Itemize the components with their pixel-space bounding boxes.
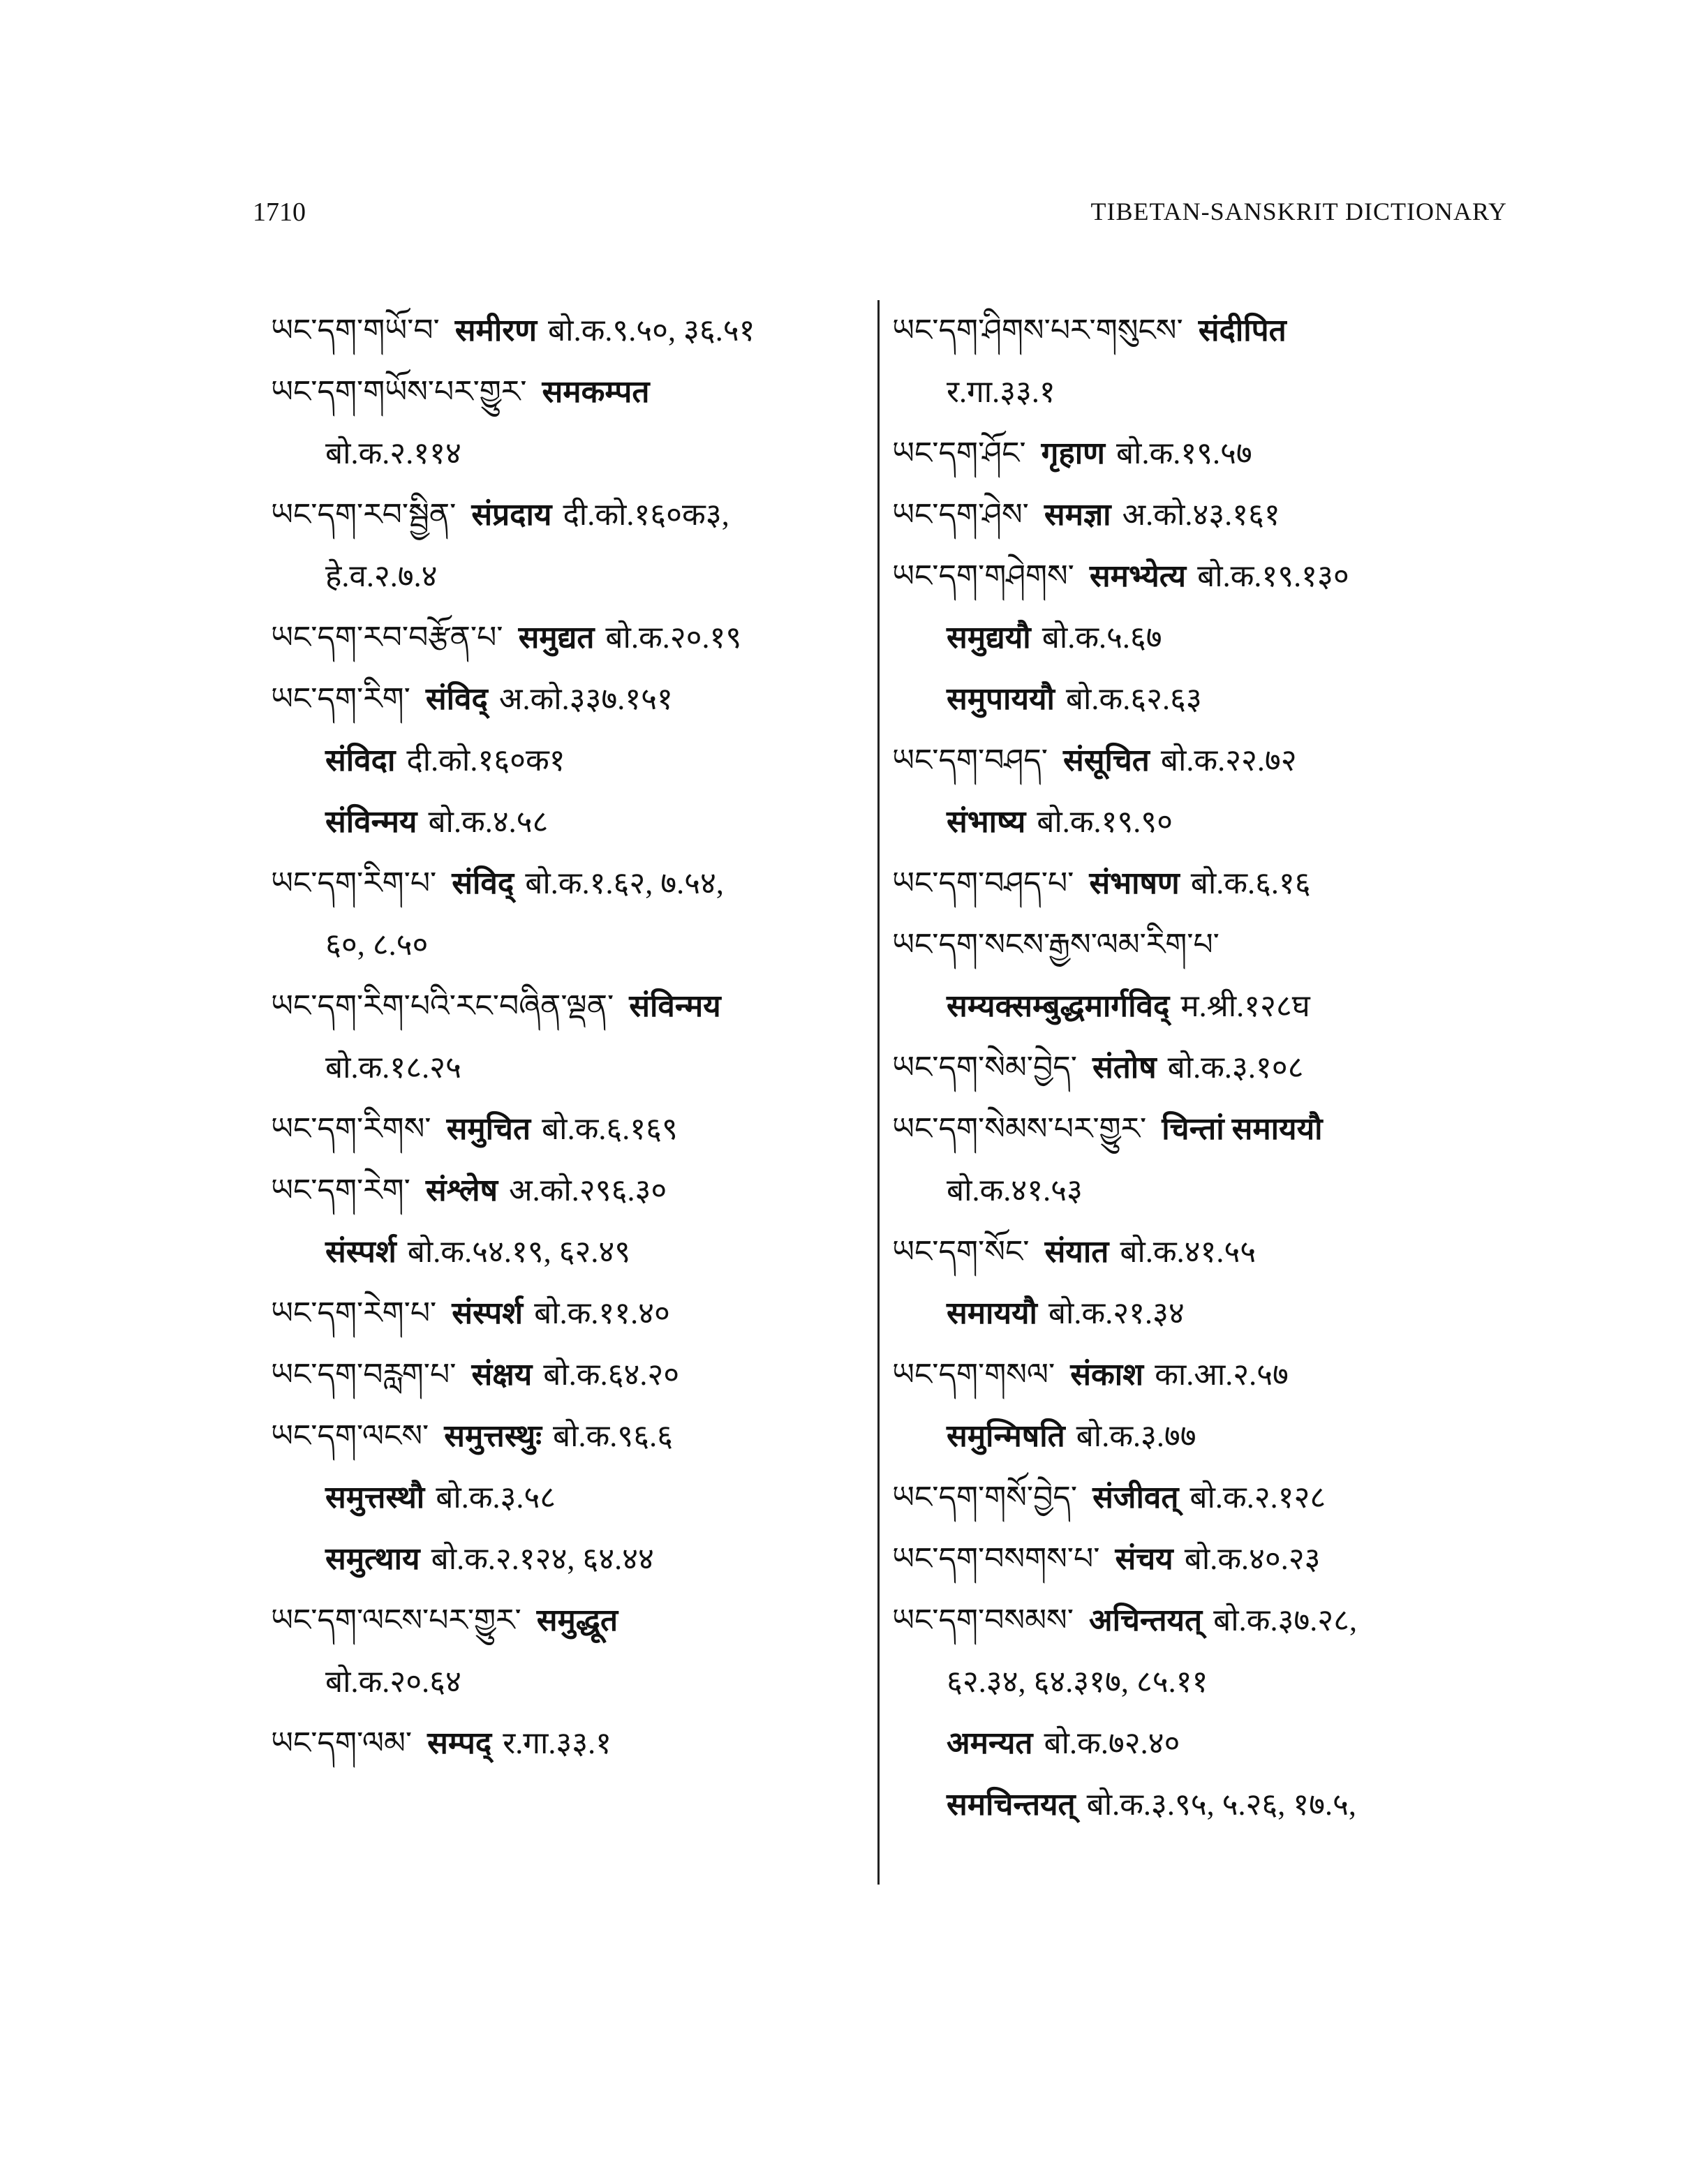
source-reference: बो.क.६.१६: [1190, 866, 1311, 900]
tibetan-term: ཡང་དག་བཤད་: [892, 743, 1048, 778]
source-reference: बो.क.४.५८: [428, 805, 549, 839]
entry-line: [271, 792, 871, 853]
entry-line: [892, 607, 1520, 669]
entry-line: [892, 1467, 1520, 1529]
source-reference: बो.क.६४.२०: [543, 1358, 680, 1392]
entry-line: [271, 1283, 871, 1344]
tibetan-term: ཡང་དག་རེག་པ་: [271, 1295, 437, 1331]
source-reference: बो.क.३.५८: [436, 1480, 556, 1515]
entry-line: [271, 914, 871, 976]
entry-line: [892, 1529, 1520, 1590]
entry-line: [271, 1713, 871, 1774]
entry-line: [892, 362, 1520, 423]
sanskrit-term: समुद्ययौ: [947, 621, 1031, 655]
source-reference: बो.क.३.७७: [1076, 1419, 1196, 1453]
source-reference: बो.क.२.११४: [325, 436, 461, 470]
sanskrit-term: समुत्थाय: [325, 1542, 420, 1576]
entry-line: [271, 423, 871, 484]
sanskrit-term: संदीपित: [1198, 313, 1287, 348]
entry-line: [892, 546, 1520, 607]
source-reference: बो.क.३.१०८: [1167, 1050, 1304, 1085]
sanskrit-term: समुत्तस्थौ: [325, 1480, 425, 1515]
sanskrit-term: संक्षय: [471, 1358, 533, 1392]
tibetan-term: ཡང་དག་ལངས་པར་གྱུར་: [271, 1603, 521, 1638]
entry-line: [892, 300, 1520, 362]
sanskrit-term: संकाश: [1070, 1358, 1144, 1392]
source-reference: बो.क.१.६२, ७.५४,: [525, 866, 724, 900]
tibetan-term: ཡང་དག་སངས་རྒྱས་ལམ་རིག་པ་: [892, 927, 1220, 963]
sanskrit-term: संविन्मय: [325, 805, 417, 839]
sanskrit-term: समुत्तस्थुः: [444, 1419, 542, 1453]
entry-line: [271, 1037, 871, 1099]
sanskrit-term: समुद्यत: [518, 621, 595, 655]
source-reference: बो.क.४०.२३: [1184, 1542, 1321, 1576]
entry-line: [271, 1651, 871, 1713]
source-reference: बो.क.२०.१९: [605, 621, 742, 655]
source-reference: बो.क.१९.९०: [1037, 805, 1173, 839]
sanskrit-term: संविन्मय: [629, 989, 721, 1023]
sanskrit-term: समुन्मिषति: [947, 1419, 1065, 1453]
entry-line: [892, 792, 1520, 853]
entry-line: [892, 853, 1520, 914]
entry-line: [271, 1467, 871, 1529]
column-divider: [877, 300, 880, 1885]
source-reference: बो.क.२२.७२: [1160, 743, 1297, 778]
sanskrit-term: समकम्पत: [542, 375, 650, 409]
tibetan-term: ཡང་དག་གཤེགས་: [892, 558, 1074, 594]
sanskrit-term: संश्लेष: [425, 1173, 498, 1208]
source-reference: र.गा.३३.१: [503, 1726, 612, 1760]
entry-line: [892, 1774, 1520, 1836]
source-reference: हे.व.२.७.४: [325, 559, 438, 593]
source-reference: बो.क.२.१२४, ६४.४४: [431, 1542, 654, 1576]
sanskrit-term: संस्पर्श: [325, 1235, 396, 1269]
tibetan-term: ཡང་དག་བཤད་པ་: [892, 866, 1074, 901]
tibetan-term: ཡང་དག་རབ་སྦྱིན་: [271, 497, 457, 533]
source-reference: दी.को.१६०क३,: [563, 498, 729, 532]
sanskrit-term: समज्ञा: [1044, 498, 1111, 532]
sanskrit-term: सम्यक्सम्बुद्धमार्गविद्: [947, 989, 1170, 1023]
sanskrit-term: अमन्यत: [947, 1726, 1033, 1760]
source-reference: अ.को.२९६.३०: [509, 1173, 667, 1208]
source-reference: र.गा.३३.१: [947, 375, 1055, 409]
tibetan-term: ཡང་དག་རབ་བརྩོན་པ་: [271, 620, 503, 655]
entry-line: [892, 1099, 1520, 1160]
source-reference: बो.क.४१.५३: [947, 1173, 1083, 1208]
sanskrit-term: चिन्तां समाययौ: [1162, 1112, 1323, 1146]
tibetan-term: ཡང་དག་གཡོས་པར་གྱུར་: [271, 374, 527, 410]
source-reference: बो.क.२.१२८: [1189, 1480, 1326, 1515]
entry-line: [271, 362, 871, 423]
entry-line: [892, 1221, 1520, 1283]
entry-line: [892, 1406, 1520, 1467]
sanskrit-term: समाययौ: [947, 1296, 1037, 1330]
source-reference: बो.क.७२.४०: [1044, 1726, 1180, 1760]
entry-line: [892, 1651, 1520, 1713]
source-reference: बो.क.१८.२५: [325, 1050, 461, 1085]
source-reference: बो.क.५४.१९, ६२.४९: [407, 1235, 631, 1269]
source-reference: अ.को.३३७.१५१: [498, 682, 673, 716]
entry-line: [271, 1590, 871, 1651]
tibetan-term: ཡང་དག་ཤོང་: [892, 436, 1026, 471]
entry-line: [892, 669, 1520, 730]
source-reference: बो.क.४१.५५: [1120, 1235, 1257, 1269]
tibetan-term: ཡང་དག་རིག་པ་: [271, 866, 437, 901]
tibetan-term: ཡང་དག་རིག་: [271, 681, 410, 717]
sanskrit-term: संसूचित: [1062, 743, 1150, 778]
entry-line: [892, 914, 1520, 976]
source-reference: बो.क.६.१६९: [542, 1112, 678, 1146]
source-reference: बो.क.९६.६: [553, 1419, 673, 1453]
entry-line: [892, 484, 1520, 546]
source-reference: बो.क.२०.६४: [325, 1665, 461, 1699]
source-reference: बो.क.१९.१३०: [1197, 559, 1349, 593]
entry-line: [892, 1713, 1520, 1774]
entry-line: [271, 669, 871, 730]
entry-line: [271, 1221, 871, 1283]
entry-line: [271, 1529, 871, 1590]
sanskrit-term: समीरण: [454, 313, 538, 348]
sanskrit-term: सम्पद्: [427, 1726, 492, 1760]
sanskrit-term: संभाषण: [1089, 866, 1180, 900]
entry-line: [892, 976, 1520, 1037]
left-column: [271, 300, 871, 1774]
running-head: TIBETAN-SANSKRIT DICTIONARY: [1090, 198, 1507, 225]
tibetan-term: ཡང་དག་ལམ་: [271, 1725, 413, 1761]
sanskrit-term: संविद्: [452, 866, 514, 900]
entry-line: [271, 976, 871, 1037]
source-reference: ६२.३४, ६४.३१७, ८५.११: [947, 1665, 1208, 1699]
source-reference: बो.क.३७.२८,: [1213, 1603, 1357, 1637]
tibetan-term: ཡང་དག་སེམ་བྱེད་: [892, 1050, 1077, 1085]
tibetan-term: ཡང་དག་ཤིགས་པར་གསུངས་: [892, 313, 1183, 348]
sanskrit-term: संजीवत्: [1092, 1480, 1179, 1515]
tibetan-term: ཡང་དག་བསམས་: [892, 1603, 1074, 1638]
sanskrit-term: अचिन्तयत्: [1088, 1603, 1203, 1637]
entry-line: [271, 853, 871, 914]
entry-line: [271, 607, 871, 669]
source-reference: ६०, ८.५०: [325, 928, 429, 962]
entry-line: [271, 546, 871, 607]
tibetan-term: ཡང་དག་རིག་པའི་རང་བཞིན་ལྡན་: [271, 988, 614, 1024]
tibetan-term: ཡང་དག་སེམས་པར་གྱུར་: [892, 1111, 1147, 1147]
sanskrit-term: समुपाययौ: [947, 682, 1055, 716]
sanskrit-term: समुद्धूत: [536, 1603, 618, 1637]
entry-line: [892, 1037, 1520, 1099]
page-number: 1710: [253, 198, 306, 227]
sanskrit-term: संस्पर्श: [452, 1296, 524, 1330]
entry-line: [892, 730, 1520, 792]
source-reference: बो.क.३.९५, ५.२६, १७.५,: [1086, 1788, 1356, 1822]
entry-line: [271, 484, 871, 546]
sanskrit-term: संविद्: [425, 682, 488, 716]
entry-line: [271, 1099, 871, 1160]
entry-line: [271, 1160, 871, 1221]
source-reference: बो.क.९.५०, ३६.५१: [548, 313, 755, 348]
entry-line: [892, 423, 1520, 484]
source-reference: बो.क.६२.६३: [1065, 682, 1202, 716]
source-reference: दी.को.१६०क१: [406, 743, 565, 778]
entry-line: [271, 1344, 871, 1406]
sanskrit-term: गृहाण: [1041, 436, 1105, 470]
tibetan-term: ཡང་དག་སོང་: [892, 1234, 1030, 1270]
entry-line: [892, 1283, 1520, 1344]
entry-line: [271, 730, 871, 792]
entry-line: [271, 300, 871, 362]
right-column: [892, 300, 1520, 1836]
entry-line: [271, 1406, 871, 1467]
sanskrit-term: समभ्येत्य: [1089, 559, 1187, 593]
source-reference: म.श्री.१२८घ: [1180, 989, 1310, 1023]
sanskrit-term: समचिन्तयत्: [947, 1788, 1076, 1822]
entry-line: [892, 1344, 1520, 1406]
source-reference: बो.क.११.४०: [534, 1296, 670, 1330]
sanskrit-term: संयात: [1044, 1235, 1109, 1269]
entry-line: [892, 1160, 1520, 1221]
source-reference: का.आ.२.५७: [1155, 1358, 1289, 1392]
tibetan-term: ཡང་དག་གཡོ་བ་: [271, 313, 440, 348]
source-reference: बो.क.१९.५७: [1115, 436, 1252, 470]
sanskrit-term: संभाष्य: [947, 805, 1026, 839]
sanskrit-term: संतोष: [1092, 1050, 1157, 1085]
sanskrit-term: संप्रदाय: [471, 498, 552, 532]
sanskrit-term: समुचित: [446, 1112, 531, 1146]
sanskrit-term: संचय: [1115, 1542, 1173, 1576]
source-reference: बो.क.५.६७: [1042, 621, 1162, 655]
entry-line: [892, 1590, 1520, 1651]
source-reference: बो.क.२१.३४: [1048, 1296, 1185, 1330]
tibetan-term: ཡང་དག་བསགས་པ་: [892, 1541, 1100, 1577]
tibetan-term: ཡང་དག་གསོ་བྱེད་: [892, 1480, 1078, 1515]
sanskrit-term: संविदा: [325, 743, 396, 778]
tibetan-term: ཡང་དག་རིགས་: [271, 1111, 431, 1147]
tibetan-term: ཡང་དག་ཤེས་: [892, 497, 1029, 533]
tibetan-term: ཡང་དག་ལངས་: [271, 1418, 429, 1454]
tibetan-term: ཡང་དག་གསལ་: [892, 1357, 1055, 1392]
source-reference: अ.को.४३.१६१: [1122, 498, 1280, 532]
tibetan-term: ཡང་དག་རེག་: [271, 1173, 410, 1208]
tibetan-term: ཡང་དག་བརླག་པ་: [271, 1357, 457, 1392]
